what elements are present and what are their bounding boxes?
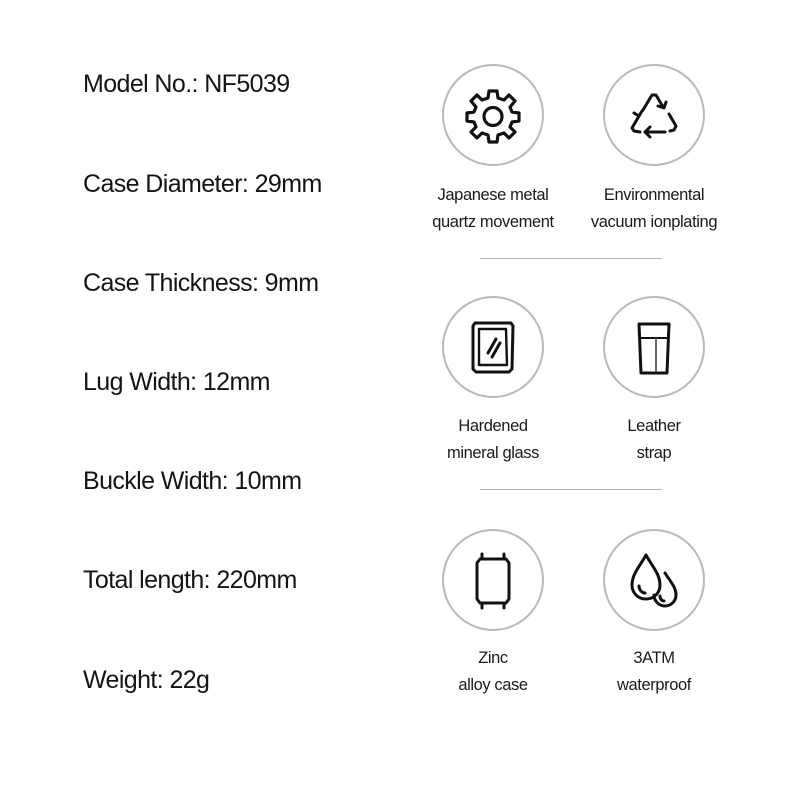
- feature-caption-ionplating: [569, 182, 739, 236]
- feature-caption-case: [408, 645, 578, 699]
- caption-line: waterproof: [617, 676, 691, 694]
- caption-line: Leather: [627, 417, 681, 435]
- caption-line: strap: [636, 444, 672, 462]
- spec-total-length: Total length: 220mm: [83, 566, 297, 594]
- caption-line: Zinc: [478, 649, 508, 667]
- caption-line: Hardened: [458, 417, 528, 435]
- caption-line: quartz movement: [432, 213, 554, 231]
- spec-model-number: Model No.: NF5039: [83, 70, 290, 98]
- spec-case-thickness: Case Thickness: 9mm: [83, 269, 319, 297]
- water-drops-icon: [603, 529, 705, 631]
- strap-icon: [603, 296, 705, 398]
- spec-weight: Weight: 22g: [83, 666, 210, 694]
- recycle-icon: [603, 64, 705, 166]
- section-divider: [480, 258, 662, 259]
- section-divider: [480, 489, 662, 490]
- spec-case-diameter: Case Diameter: 29mm: [83, 170, 322, 198]
- feature-caption-movement: [408, 182, 578, 236]
- feature-caption-glass: [408, 413, 578, 467]
- spec-lug-width: Lug Width: 12mm: [83, 368, 270, 396]
- spec-buckle-width: Buckle Width: 10mm: [83, 467, 302, 495]
- gear-icon: [442, 64, 544, 166]
- caption-line: 3ATM: [633, 649, 675, 667]
- glass-icon: [442, 296, 544, 398]
- caption-line: Japanese metal: [437, 186, 549, 204]
- watch-case-icon: [442, 529, 544, 631]
- feature-caption-strap: [569, 413, 739, 467]
- caption-line: alloy case: [458, 676, 528, 694]
- caption-line: mineral glass: [446, 444, 539, 462]
- caption-line: Environmental: [603, 186, 705, 204]
- feature-caption-waterproof: [569, 645, 739, 699]
- caption-line: vacuum ionplating: [590, 213, 718, 231]
